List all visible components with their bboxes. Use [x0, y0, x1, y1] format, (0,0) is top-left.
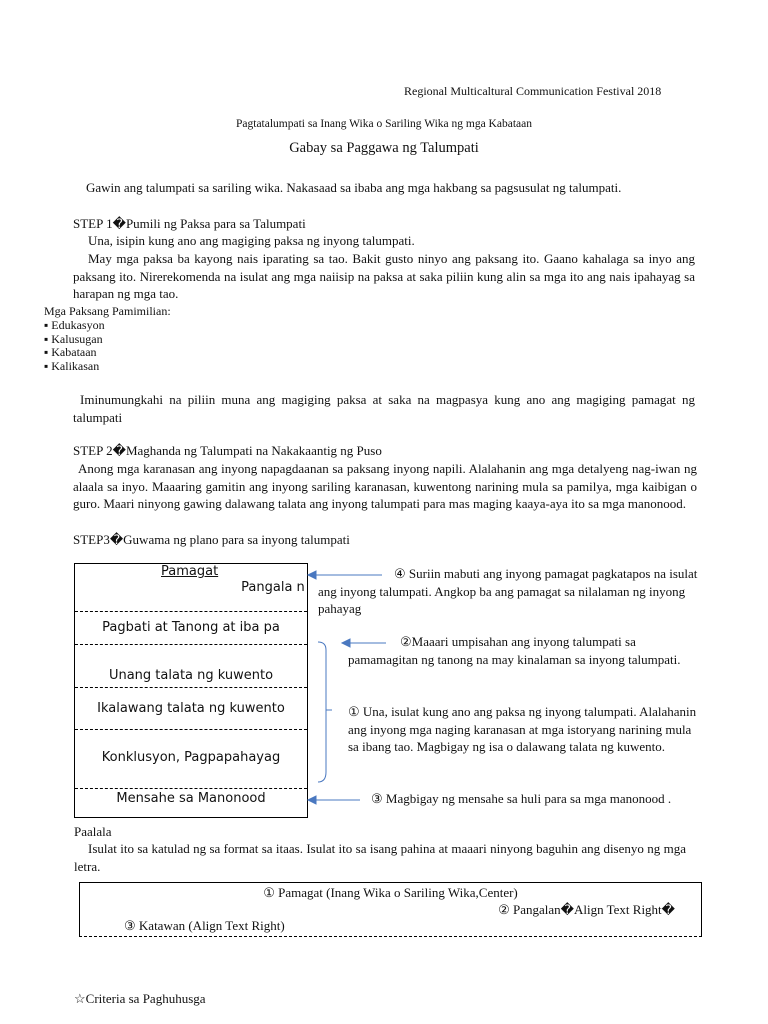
page-title: Gabay sa Paggawa ng Talumpati: [289, 140, 479, 156]
format-body-line: ③ Katawan (Align Text Right): [124, 918, 285, 933]
format-sample-box: [79, 882, 702, 937]
arrow-head: [308, 796, 316, 804]
step3-heading: STEP3�Guwama ng plano para sa inyong talumpati: [73, 532, 350, 547]
divider: [75, 729, 307, 730]
plan-name-label: Pangala n: [241, 580, 305, 595]
plan-title-label: Pamagat: [161, 564, 219, 579]
step1-note: Iminumungkahi na piliin muna ang magiging paksa at saka na magpasya kung ano ang magiging pamagat ng talumpati: [73, 392, 695, 425]
step1-line1: Una, isipin kung ano ang magiging paksa ng inyong talumpati.: [88, 233, 415, 248]
plan-conclusion-row: Konklusyon, Pagpapahayag: [101, 750, 281, 765]
note-topic: ① Una, isulat kung ano ang paksa ng inyong talumpati. Alalahanin ang inyong mga naging karanasan at mga istoryang narining mula sa ibang tao. Magbigay ng isa o dalawang talata ng kuwento.: [348, 704, 697, 754]
arrow-head: [308, 571, 316, 579]
format-title-line: ① Pamagat (Inang Wika o Sariling Wika,Center): [263, 885, 518, 900]
topic-list-title: Mga Paksang Pamimilian:: [44, 304, 171, 318]
topic-item: ▪ Kabataan: [44, 345, 97, 359]
bracket-line: [318, 642, 326, 782]
plan-second-paragraph-row: Ikalawang talata ng kuwento: [97, 701, 285, 716]
plan-first-paragraph-row: Unang talata ng kuwento: [108, 668, 274, 683]
note-opening: ②Maaari umpisahan ang inyong talumpati sa pamamagitan ng tanong na may kinalaman sa inyong talumpati.: [348, 634, 681, 667]
topic-item: ▪ Kalikasan: [44, 359, 100, 373]
divider: [75, 687, 307, 688]
step1-heading: STEP 1�Pumili ng Paksa para sa Talumpati: [73, 216, 306, 231]
intro-text: Gawin ang talumpati sa sariling wika. Nakasaad sa ibaba ang mga hakbang sa pagsusulat ng talumpati.: [86, 180, 622, 195]
topic-item: ▪ Kalusugan: [44, 332, 103, 346]
festival-header: Regional Multicaltural Communication Festival 2018: [404, 84, 662, 98]
reminder-text: Isulat ito sa katulad ng sa format sa itaas. Isulat ito sa isang pahina at maaari ninyong baguhin ang disenyo ng mga letra.: [74, 841, 686, 874]
topic-item: ▪ Edukasyon: [44, 318, 105, 332]
divider: [75, 644, 307, 645]
speech-plan-diagram: [74, 563, 308, 818]
divider: [75, 611, 307, 612]
step2-heading: STEP 2�Maghanda ng Talumpati na Nakakaantig ng Puso: [73, 443, 382, 458]
format-name-line: ② Pangalan�Align Text Right�: [498, 902, 675, 917]
divider: [75, 788, 307, 789]
step2-paragraph: Anong mga karanasan ang inyong napagdaanan sa paksang inyong napili. Alalahanin ang mga detalyeng nag-iwan ng alaala sa inyo. Maaaring gamitin ang inyong sariling karanasan, kuwentong narining mula sa pamilya, mga kaibigan o guro. Maari ninyong gawing dalawang talata ang inyong talumpati para mas maging kaaya-aya ito sa mga manonood.: [73, 461, 697, 511]
criteria-heading: ☆Criteria sa Paghuhusga: [74, 991, 206, 1006]
reminder-title: Paalala: [74, 824, 112, 839]
plan-message-row: Mensahe sa Manonood: [116, 791, 266, 806]
plan-greeting-row: Pagbati at Tanong at iba pa: [102, 620, 280, 635]
note-message: ③ Magbigay ng mensahe sa huli para sa mga manonood .: [371, 791, 672, 806]
document-subtitle: Pagtatalumpati sa Inang Wika o Sariling Wika ng mga Kabataan: [236, 118, 532, 130]
step1-paragraph: May mga paksa ba kayong nais iparating sa tao. Bakit gusto ninyo ang paksang ito. Gaano kahalaga sa inyo ang paksang ito. Nirerekomenda na isulat ang mga naiisip na paksa at saka piliin kung alin sa mga ito ang nais ipahayag sa harapan ng mga tao.: [73, 251, 695, 301]
note-title-check: ④ Suriin mabuti ang inyong pamagat pagkatapos na isulat ang inyong talumpati. Angkop ba ang pamagat sa nilalaman ng inyong pahayag: [318, 566, 698, 616]
